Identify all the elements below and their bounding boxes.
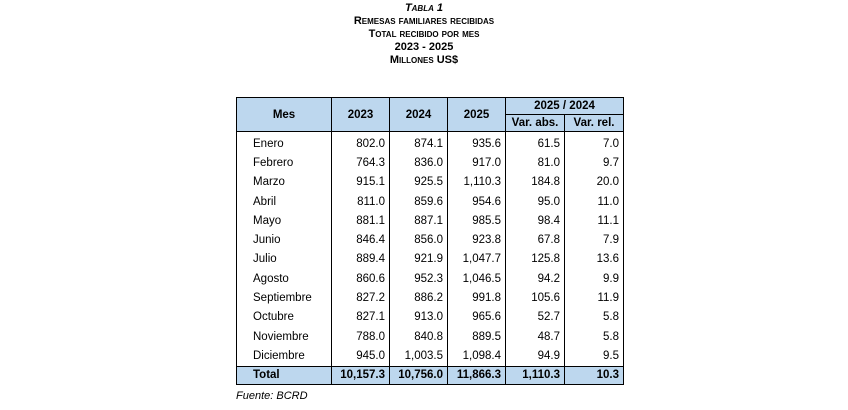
- value-2023-cell: 811.0: [332, 192, 390, 211]
- value-2023-cell: 915.1: [332, 173, 390, 192]
- value-2025-cell: 1,046.5: [448, 269, 506, 288]
- value-2023-cell: 846.4: [332, 230, 390, 249]
- month-cell: Diciembre: [237, 346, 332, 366]
- var-rel-cell: 9.5: [565, 346, 624, 366]
- value-2023-cell: 881.1: [332, 211, 390, 230]
- value-2024-cell: 913.0: [390, 308, 448, 327]
- total-var-abs: 1,110.3: [506, 366, 565, 384]
- source-note: Fuente: BCRD: [236, 390, 308, 402]
- var-abs-cell: 52.7: [506, 308, 565, 327]
- month-cell: Octubre: [237, 308, 332, 327]
- var-rel-cell: 11.9: [565, 288, 624, 307]
- value-2024-cell: 836.0: [390, 153, 448, 172]
- value-2023-cell: 788.0: [332, 327, 390, 346]
- var-abs-cell: 184.8: [506, 173, 565, 192]
- value-2023-cell: 860.6: [332, 269, 390, 288]
- value-2024-cell: 952.3: [390, 269, 448, 288]
- table-row: [237, 192, 624, 211]
- table-row: [237, 308, 624, 327]
- value-2025-cell: 923.8: [448, 230, 506, 249]
- total-2025: 11,866.3: [448, 366, 506, 384]
- total-label: Total: [237, 366, 332, 384]
- header-var-rel: Var. rel.: [565, 115, 624, 132]
- var-rel-cell: 5.8: [565, 308, 624, 327]
- var-abs-cell: 94.9: [506, 346, 565, 366]
- var-rel-cell: 7.9: [565, 230, 624, 249]
- table-row: [237, 288, 624, 307]
- header-mes: Mes: [237, 98, 332, 132]
- table-body: [237, 132, 624, 367]
- value-2023-cell: 802.0: [332, 132, 390, 154]
- value-2024-cell: 874.1: [390, 132, 448, 154]
- month-cell: Noviembre: [237, 327, 332, 346]
- value-2025-cell: 917.0: [448, 153, 506, 172]
- table-row: [237, 327, 624, 346]
- header-var-abs: Var. abs.: [506, 115, 565, 132]
- total-2024: 10,756.0: [390, 366, 448, 384]
- var-rel-cell: 11.1: [565, 211, 624, 230]
- value-2023-cell: 827.1: [332, 308, 390, 327]
- month-cell: Junio: [237, 230, 332, 249]
- total-2023: 10,157.3: [332, 366, 390, 384]
- var-rel-cell: 9.9: [565, 269, 624, 288]
- month-cell: Enero: [237, 132, 332, 154]
- var-rel-cell: 11.0: [565, 192, 624, 211]
- var-rel-cell: 13.6: [565, 250, 624, 269]
- table-row: [237, 173, 624, 192]
- month-cell: Marzo: [237, 173, 332, 192]
- total-row: [237, 366, 624, 384]
- var-rel-cell: 7.0: [565, 132, 624, 154]
- value-2025-cell: 1,098.4: [448, 346, 506, 366]
- month-cell: Abril: [237, 192, 332, 211]
- value-2025-cell: 965.6: [448, 308, 506, 327]
- month-cell: Agosto: [237, 269, 332, 288]
- value-2024-cell: 925.5: [390, 173, 448, 192]
- value-2023-cell: 827.2: [332, 288, 390, 307]
- var-rel-cell: 5.8: [565, 327, 624, 346]
- value-2023-cell: 764.3: [332, 153, 390, 172]
- table-row: [237, 346, 624, 366]
- value-2025-cell: 1,047.7: [448, 250, 506, 269]
- table-title: Remesas familiares recibidas: [353, 15, 495, 27]
- total-var-rel: 10.3: [565, 366, 624, 384]
- value-2024-cell: 921.9: [390, 250, 448, 269]
- header-2023: 2023: [332, 98, 390, 132]
- value-2025-cell: 991.8: [448, 288, 506, 307]
- var-abs-cell: 67.8: [506, 230, 565, 249]
- table-row: [237, 269, 624, 288]
- value-2024-cell: 886.2: [390, 288, 448, 307]
- value-2025-cell: 1,110.3: [448, 173, 506, 192]
- table-row: [237, 211, 624, 230]
- value-2023-cell: 945.0: [332, 346, 390, 366]
- value-2025-cell: 889.5: [448, 327, 506, 346]
- header-2024: 2024: [390, 98, 448, 132]
- value-2025-cell: 985.5: [448, 211, 506, 230]
- value-2024-cell: 859.6: [390, 192, 448, 211]
- var-abs-cell: 98.4: [506, 211, 565, 230]
- month-cell: Mayo: [237, 211, 332, 230]
- table-row: [237, 132, 624, 154]
- var-abs-cell: 125.8: [506, 250, 565, 269]
- table-subtitle: Total recibido por mes: [368, 28, 480, 40]
- table-row: [237, 153, 624, 172]
- header-2025: 2025: [448, 98, 506, 132]
- var-rel-cell: 20.0: [565, 173, 624, 192]
- var-abs-cell: 48.7: [506, 327, 565, 346]
- month-cell: Julio: [237, 250, 332, 269]
- value-2024-cell: 840.8: [390, 327, 448, 346]
- value-2024-cell: 856.0: [390, 230, 448, 249]
- var-rel-cell: 9.7: [565, 153, 624, 172]
- var-abs-cell: 105.6: [506, 288, 565, 307]
- table-caption: Tabla 1: [404, 2, 444, 14]
- remittances-table: [236, 97, 624, 385]
- table-period: 2023 - 2025: [394, 41, 454, 53]
- table-title-block: [0, 2, 848, 67]
- var-abs-cell: 81.0: [506, 153, 565, 172]
- table-row: [237, 250, 624, 269]
- var-abs-cell: 61.5: [506, 132, 565, 154]
- value-2024-cell: 1,003.5: [390, 346, 448, 366]
- value-2023-cell: 889.4: [332, 250, 390, 269]
- var-abs-cell: 94.2: [506, 269, 565, 288]
- month-cell: Febrero: [237, 153, 332, 172]
- var-abs-cell: 95.0: [506, 192, 565, 211]
- table-row: [237, 230, 624, 249]
- table-units: Millones US$: [389, 54, 459, 66]
- value-2025-cell: 935.6: [448, 132, 506, 154]
- value-2024-cell: 887.1: [390, 211, 448, 230]
- header-group-2025-2024: 2025 / 2024: [506, 98, 624, 115]
- value-2025-cell: 954.6: [448, 192, 506, 211]
- month-cell: Septiembre: [237, 288, 332, 307]
